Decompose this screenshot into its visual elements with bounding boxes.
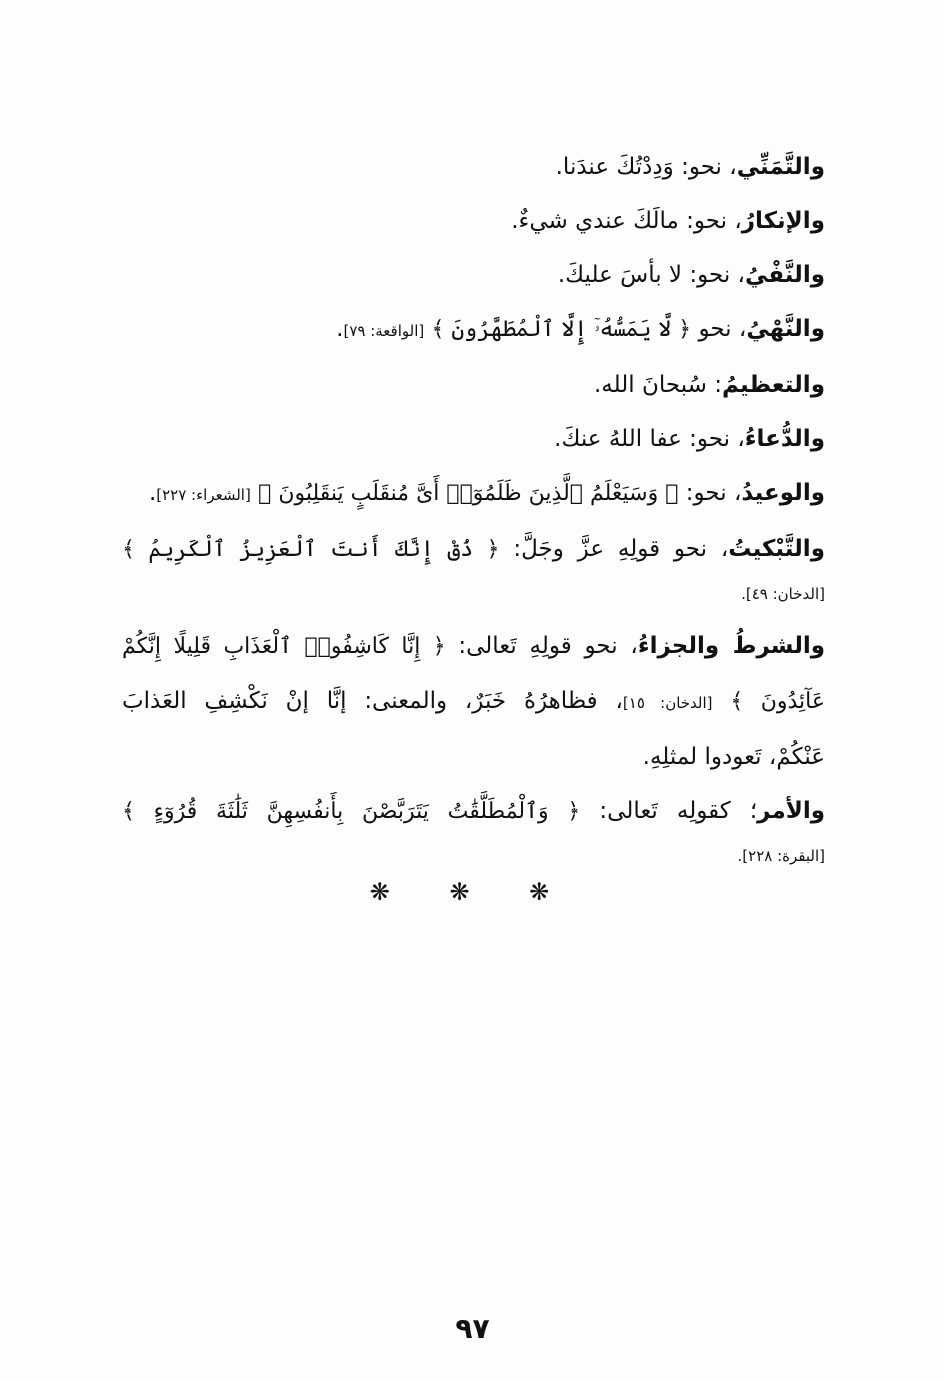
example: ، نحو قولِهِ تَعالى: xyxy=(458,633,638,659)
term: والنَّهْيُ xyxy=(746,316,825,342)
example: ، نحو قولِهِ عزَّ وجَلَّ: xyxy=(513,536,729,562)
verse-reference-line: [الدخان: ٤٩]. xyxy=(741,585,825,603)
period: . xyxy=(336,316,344,342)
term: والتَّمَنِّي xyxy=(736,154,825,180)
page-number: ٩٧ xyxy=(455,1312,490,1345)
verse-reference: [الدخان: ١٥] xyxy=(622,694,713,712)
example: : سُبحانَ الله. xyxy=(593,372,722,398)
example: ، نحو: مالَكَ عندي شيءٌ. xyxy=(511,208,742,234)
section-divider-stars: ❋ ❋ ❋ xyxy=(369,878,576,906)
example: ، نحو: لا بأسَ عليكَ. xyxy=(557,262,745,288)
term: والنَّفْيُ xyxy=(744,262,825,288)
verse-reference: [الواقعة: ٧٩] xyxy=(343,322,425,340)
term: والإنكارُ xyxy=(741,208,825,234)
quran-verse: ﴿ وَسَيَعْلَمُ ٱلَّذِينَ ظَلَمُوٓا۟ أَىَّ مُنقَلَبٍ يَنقَلِبُونَ ﴾ xyxy=(258,481,679,506)
quran-verse-end: عَآئِدُونَ ﴾ xyxy=(730,689,825,714)
term: والشرطُ والجزاءُ xyxy=(637,633,826,659)
verse-reference: [الشعراء: ٢٢٧] xyxy=(156,486,251,504)
term: والدُّعاءُ xyxy=(744,426,825,452)
quran-verse: ﴿ وَٱلْمُطَلَّقَٰتُ يَتَرَبَّصْنَ بِأَنفُسِهِنَّ ثَلَٰثَةَ قُرُوٓءٍ ﴾ xyxy=(122,799,581,824)
term: والتعظيمُ xyxy=(721,372,825,398)
example: ، نحو: xyxy=(685,480,742,506)
example: ؛ كقولِه تَعالى: xyxy=(599,798,758,824)
page-body xyxy=(122,140,825,873)
verse-reference-line: [البقرة: ٢٢٨]. xyxy=(737,847,825,865)
explanation: ، فظاهرُهُ خَبَرٌ، والمعنى: إنَّا إنْ نَكْشِفِ العَذابَ xyxy=(122,688,623,714)
spacer xyxy=(122,611,825,619)
line-tamanni xyxy=(122,140,825,194)
line-shart-3 xyxy=(122,730,825,784)
quran-verse: ﴿ لَّا يَمَسُّهُۥٓ إِلَّا ٱلْمُطَهَّرُونَ ﴾ xyxy=(431,317,692,342)
term: والوعيدُ xyxy=(741,480,825,506)
line-inkar xyxy=(122,194,825,248)
quran-verse: ﴿ ذُقْ إِنَّكَ أَنتَ ٱلْعَزِيزُ ٱلْكَرِيمُ ﴾ xyxy=(122,537,500,562)
line-waeed xyxy=(122,466,825,522)
explanation-end: عَنْكُمْ، تَعودوا لمثلِهِ. xyxy=(642,744,825,770)
term: والتَّبْكيتُ xyxy=(728,536,825,562)
line-amr xyxy=(122,784,825,839)
line-nafy xyxy=(122,248,825,302)
line-shart-2 xyxy=(122,674,825,730)
line-taazim xyxy=(122,358,825,412)
term: والأمر xyxy=(757,798,825,824)
line-shart-1 xyxy=(122,619,825,674)
line-duaa xyxy=(122,412,825,466)
example: ، نحو: وَدِدْتُكَ عندَنا. xyxy=(555,154,737,180)
quran-verse: ﴿ إِنَّا كَاشِفُوا۟ ٱلْعَذَابِ قَلِيلًا إِنَّكُمْ xyxy=(122,634,446,659)
example: ، نحو: عفا اللهُ عنكَ. xyxy=(554,426,745,452)
line-nahy xyxy=(122,302,825,358)
example: ، نحو xyxy=(698,316,747,342)
line-tabkeet xyxy=(122,522,825,577)
period: . xyxy=(148,480,157,506)
